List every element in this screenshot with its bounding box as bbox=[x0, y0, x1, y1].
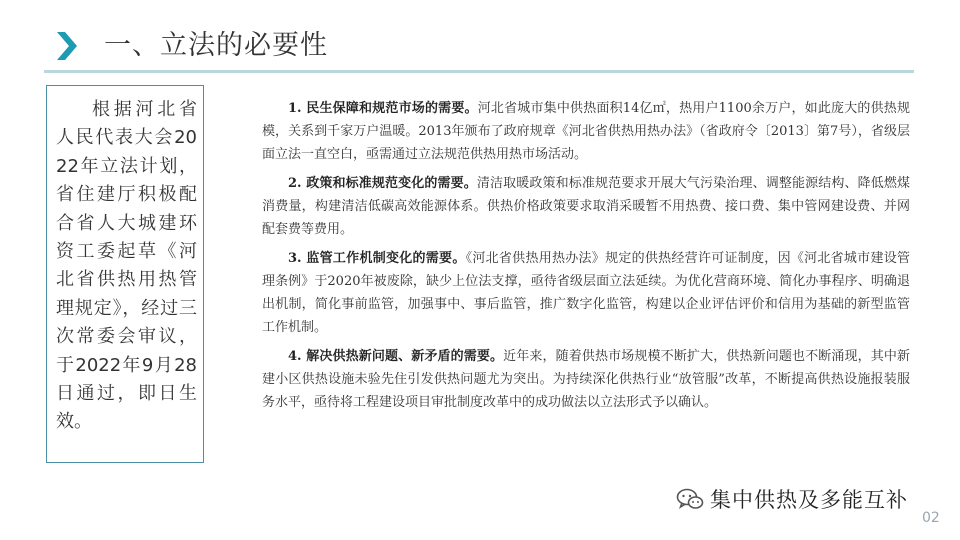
title-divider bbox=[44, 70, 914, 73]
page-number: 02 bbox=[922, 510, 940, 526]
paragraph-2-body: 清洁取暖政策和标准规范要求开展大气污染治理、调整能源结构、降低燃煤消费量，构建清洁低碳高效能源体系。供热价格政策要求取消采暖暂不用热费、接口费、集中管网建设费、并网配套费等费用。 bbox=[262, 176, 910, 237]
paragraph-2-heading: 2. 政策和标准规范变化的需要。 bbox=[288, 176, 477, 191]
paragraph-4-heading: 4. 解决供热新问题、新矛盾的需要。 bbox=[288, 349, 504, 364]
paragraph-1-heading: 1. 民生保障和规范市场的需要。 bbox=[288, 101, 478, 116]
main-content bbox=[262, 97, 910, 420]
summary-box: 根据河北省人民代表大会2022年立法计划，省住建厅积极配合省人大城建环资工委起草《河北省供热用热管理规定》，经过三次常委会审议，于2022年9月28日通过，即日生效。 bbox=[46, 85, 204, 463]
paragraph-1 bbox=[262, 97, 910, 166]
paragraph-4 bbox=[262, 345, 910, 414]
paragraph-3 bbox=[262, 247, 910, 339]
chevron-right-icon bbox=[54, 30, 80, 62]
wechat-watermark bbox=[676, 486, 908, 512]
paragraph-1-body: 河北省城市集中供热面积14亿㎡，热用户1100余万户，如此庞大的供热规模，关系到千家万户温暖。2013年颁布了政府规章《河北省供热用热办法》（省政府令〔2013〕第7号），省级层面立法一直空白，亟需通过立法规范供热用热市场活动。 bbox=[262, 101, 910, 162]
paragraph-4-body: 近年来，随着供热市场规模不断扩大，供热新问题也不断涌现，其中新建小区供热设施未验先住引发供热问题尤为突出。为持续深化供热行业“放管服”改革，不断提高供热设施报装服务水平，亟待将工程建设项目审批制度改革中的成功做法以立法形式予以确认。 bbox=[262, 349, 910, 410]
page-title: 一、立法的必要性 bbox=[104, 30, 328, 61]
watermark-text: 集中供热及多能互补 bbox=[710, 488, 908, 512]
wechat-icon bbox=[676, 487, 704, 511]
paragraph-2 bbox=[262, 172, 910, 241]
paragraph-3-body: 《河北省供热用热办法》规定的供热经营许可证制度，因《河北省城市建设管理条例》于2020年被废除，缺少上位法支撑，亟待省级层面立法延续。为优化营商环境、简化办事程序、明确退出机制，简化事前监管，加强事中、事后监管，推广数字化监管，构建以企业评估评价和信用为基础的新型监管工作机制。 bbox=[262, 251, 910, 335]
paragraph-3-heading: 3. 监管工作机制变化的需要。 bbox=[288, 251, 466, 266]
